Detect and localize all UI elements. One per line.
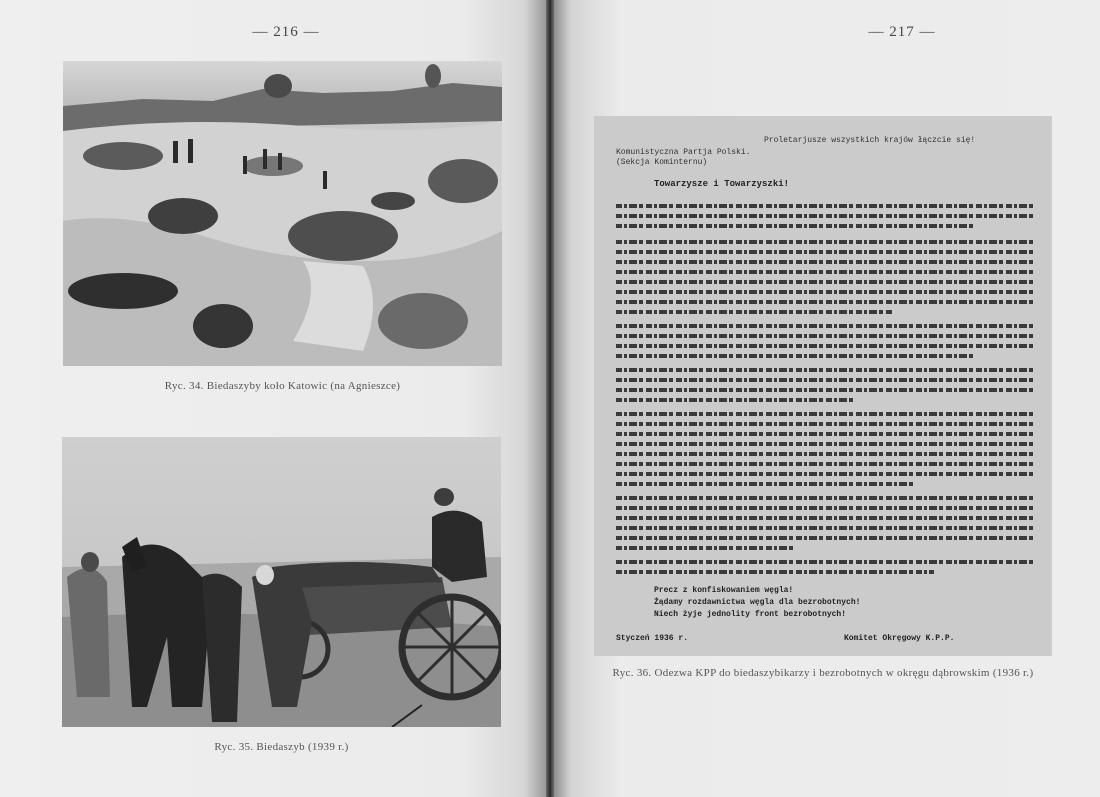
doc-slogan-3: Niech żyje jednolity front bezrobotnych!	[654, 610, 847, 619]
page-number-right: — 217 —	[868, 24, 936, 40]
doc-top-line: Proletarjusze wszystkich krajów łączcie się!	[764, 136, 976, 145]
figure-caption: Ryc. 35. Biedaszyb (1939 r.)	[214, 741, 349, 753]
photo-biedaszyby-katowice	[63, 61, 502, 366]
doc-signature: Komitet Okręgowy K.P.P.	[844, 634, 955, 643]
left-page	[0, 0, 546, 797]
photo-biedaszyb-1939	[62, 437, 501, 727]
doc-slogan-1: Precz z konfiskowaniem węgla!	[654, 586, 794, 595]
doc-greeting: Towarzysze i Towarzyszki!	[654, 179, 790, 189]
book-gutter	[546, 0, 554, 797]
right-page	[554, 0, 1100, 797]
doc-date: Styczeń 1936 r.	[616, 634, 689, 643]
figure-caption: Ryc. 34. Biedaszyby koło Katowic (na Agnieszce)	[164, 380, 401, 392]
doc-slogan-2: Żądamy rozdawnictwa węgla dla bezrobotnych!	[654, 598, 861, 607]
doc-org-line-1: Komunistyczna Partja Polski.	[616, 148, 751, 157]
figure-caption: Ryc. 36. Odezwa KPP do biedaszybikarzy i bezrobotnych w okręgu dąbrowskim (1936 r.)	[612, 667, 1034, 679]
doc-org-line-2: (Sekcja Kominternu)	[616, 158, 708, 167]
typewritten-document-scan	[594, 116, 1052, 656]
page-number-left: — 216 —	[252, 24, 320, 40]
